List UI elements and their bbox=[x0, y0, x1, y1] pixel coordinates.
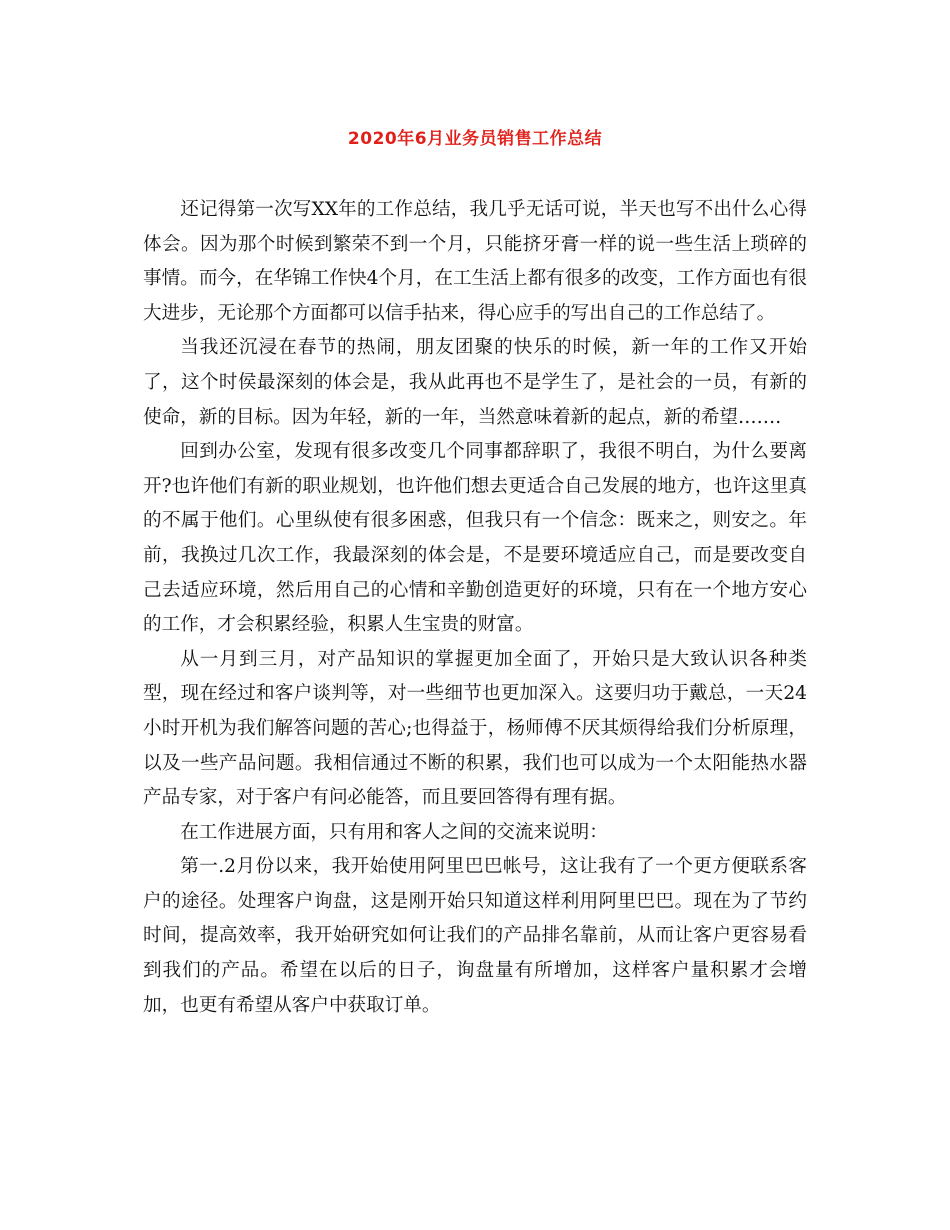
paragraph-1: 还记得第一次写XX年的工作总结，我几乎无话可说，半天也写不出什么心得体会。因为那个时候到繁荣不到一个月，只能挤牙膏一样的说一些生活上琐碎的事情。而今，在华锦工作快4个月，在工生活上都有很多的改变，工作方面也有很大进步，无论那个方面都可以信手拈来，得心应手的写出自己的工作总结了。 bbox=[143, 199, 807, 324]
paragraph-3: 回到办公室，发现有很多改变几个同事都辞职了，我很不明白，为什么要离开?也许他们有新的职业规划，也许他们想去更适合自己发展的地方，也许这里真的不属于他们。心里纵使有很多困惑，但我只有一个信念：既来之，则安之。年前，我换过几次工作，我最深刻的体会是，不是要环境适应自己，而是要改变自己去适应环境，然后用自己的心情和辛勤创造更好的环境，只有在一个地方安心的工作，才会积累经验，积累人生宝贵的财富。 bbox=[143, 441, 807, 636]
paragraph-5: 在工作进展方面，只有用和客人之间的交流来说明： bbox=[180, 821, 608, 843]
paragraph-6: 第一.2月份以来，我开始使用阿里巴巴帐号，这让我有了一个更方便联系客户的途径。处理客户询盘，这是刚开始只知道这样利用阿里巴巴。现在为了节约时间，提高效率，我开始研究如何让我们的产品排名靠前，从而让客户更容易看到我们的产品。希望在以后的日子，询盘量有所增加，这样客户量积累才会增加，也更有希望从客户中获取订单。 bbox=[143, 856, 807, 1016]
document-body bbox=[143, 193, 807, 1023]
paragraph-4: 从一月到三月，对产品知识的掌握更加全面了，开始只是大致认识各种类型，现在经过和客户谈判等，对一些细节也更加深入。这要归功于戴总，一天24小时开机为我们解答问题的苦心;也得益于，杨师傅不厌其烦得给我们分析原理，以及一些产品问题。我相信通过不断的积累，我们也可以成为一个太阳能热水器产品专家，对于客户有问必能答，而且要回答得有理有据。 bbox=[143, 648, 807, 809]
document-title: 2020年6月业务员销售工作总结 bbox=[347, 129, 603, 149]
paragraph-2: 当我还沉浸在春节的热闹，朋友团聚的快乐的时候，新一年的工作又开始了，这个时侯最深刻的体会是，我从此再也不是学生了，是社会的一员，有新的使命，新的目标。因为年轻，新的一年，当然意味着新的起点，新的希望……. bbox=[143, 337, 807, 428]
